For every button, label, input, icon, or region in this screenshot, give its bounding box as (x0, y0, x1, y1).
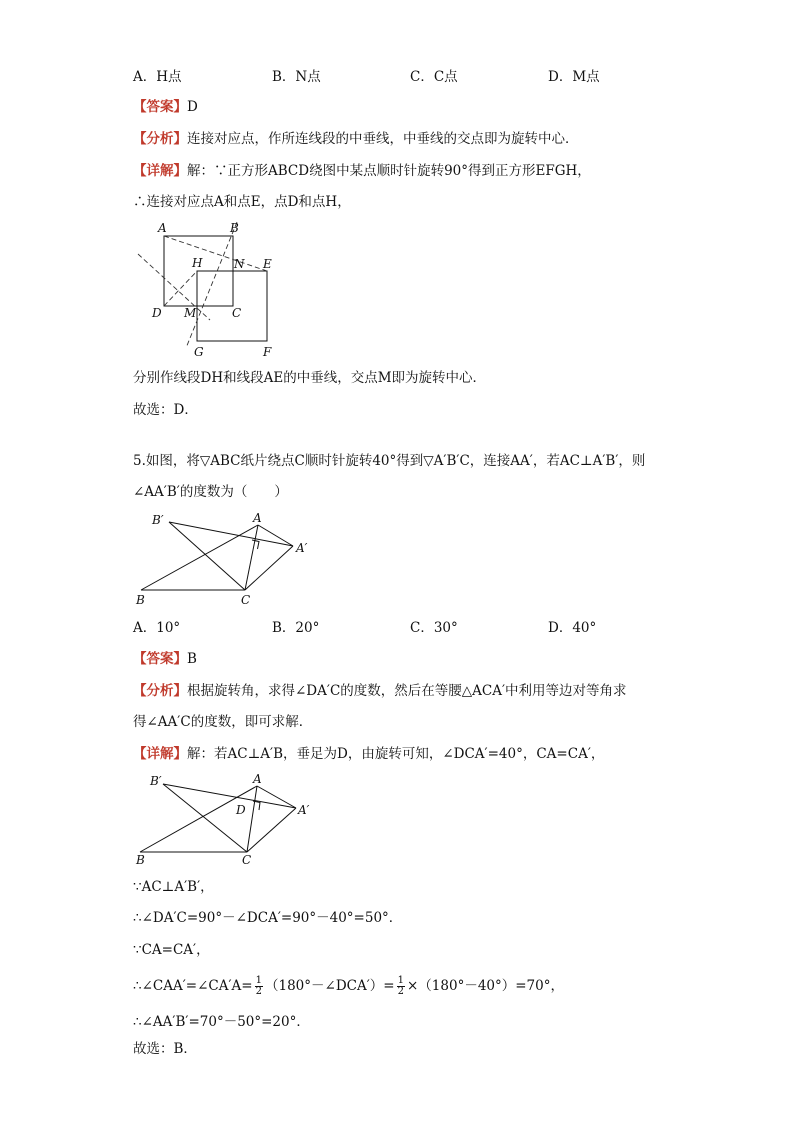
label-a: A (253, 772, 262, 786)
analysis-text: 根据旋转角，求得∠DA′C的度数，然后在等腰△ACA′中利用等边对等角求 (187, 683, 627, 699)
label-a-prime: A′ (296, 541, 308, 555)
side-b1a1 (169, 522, 293, 546)
side-b1c (163, 784, 247, 852)
q5-option-b: B．20° (272, 620, 320, 636)
q4-line2: ∴连接对应点A和点E，点D和点H， (133, 194, 351, 210)
detail-text: 解：若AC⊥A′B，垂足为D，由旋转可知，∠DCA′=40°，CA=CA′， (187, 746, 605, 762)
option-b: B．N点 (272, 69, 321, 85)
q5-option-d: D．40° (548, 620, 597, 636)
label-b-prime: B′ (152, 513, 164, 527)
option-a: A．H点 (133, 69, 182, 85)
label-c: C (232, 306, 242, 320)
q5-analysis-l2: 得∠AA′C的度数，即可求解． (133, 714, 313, 730)
answer-value: D (187, 99, 198, 115)
step4-part-c: ×（180°－40°）=70°， (406, 978, 564, 994)
q5-step2: ∴∠DA′C=90°－∠DCA′=90°－40°=50°． (133, 910, 403, 926)
detail-tag: 【详解】 (133, 163, 187, 179)
q5-choose: 故选：B． (133, 1041, 197, 1057)
fraction-numerator: 1 (397, 975, 404, 986)
q5-figure (130, 508, 320, 608)
fraction-numerator: 1 (255, 975, 262, 986)
analysis-tag: 【分析】 (133, 683, 187, 699)
label-d: D (152, 306, 162, 320)
q4-line3: 分别作线段DH和线段AE的中垂线，交点M即为旋转中心． (133, 370, 487, 386)
label-m: M (184, 306, 197, 320)
q5-step4 (133, 976, 564, 997)
q5-step3: ∵CA=CA′， (133, 942, 210, 958)
q5-analysis-l1 (133, 682, 627, 700)
answer-tag: 【答案】 (133, 99, 187, 115)
analysis-text: 连接对应点，作所连线段的中垂线，中垂线的交点即为旋转中心． (187, 131, 579, 147)
label-b: B (230, 221, 239, 235)
side-b1c (169, 522, 245, 590)
fraction-half-2 (397, 976, 405, 997)
bisector-ae (186, 222, 237, 348)
label-a: A (253, 511, 262, 525)
q5-step5: ∴∠AA′B′=70°－50°=20°． (133, 1014, 310, 1030)
answer-value: B (187, 651, 197, 667)
label-n: N (234, 257, 245, 271)
label-f: F (263, 345, 272, 359)
analysis-tag: 【分析】 (133, 131, 187, 147)
option-d: D．M点 (548, 69, 600, 85)
q4-figure (130, 220, 290, 360)
label-c: C (241, 593, 251, 607)
label-e: E (263, 257, 272, 271)
label-a-prime: A′ (298, 803, 310, 817)
q5-option-c: C．30° (410, 620, 458, 636)
q5-stem-line1: 5.如图，将▽ABC纸片绕点C顺时针旋转40°得到▽A′B′C，连接AA′，若AC⊥A′B′，则 (133, 453, 646, 469)
segment-ae (164, 236, 267, 271)
q5-step1: ∵AC⊥A′B′， (133, 879, 214, 895)
label-b: B (136, 593, 145, 607)
step4-part-a: ∴∠CAA′=∠CA′A= (133, 978, 253, 994)
side-ba (141, 525, 258, 590)
fraction-denominator: 2 (255, 986, 262, 997)
segment-dh (164, 271, 197, 306)
q5-stem-line2: ∠AA′B′的度数为（ ） (133, 484, 288, 500)
label-g: G (194, 345, 204, 359)
label-b-prime: B′ (150, 774, 162, 788)
fraction-denominator: 2 (397, 986, 404, 997)
label-c: C (242, 853, 252, 867)
q4-detail (133, 162, 591, 180)
side-ba (140, 786, 257, 852)
option-c: C．C点 (410, 69, 458, 85)
q4-choose: 故选：D． (133, 402, 198, 418)
detail-tag: 【详解】 (133, 746, 187, 762)
detail-text: 解：∵正方形ABCD绕图中某点顺时针旋转90°得到正方形EFGH， (187, 163, 591, 179)
q5-option-a: A．10° (133, 620, 181, 636)
q4-answer (133, 98, 198, 116)
q5-answer (133, 650, 197, 668)
side-a1c (247, 808, 296, 852)
fraction-half (255, 976, 263, 997)
label-a: A (158, 221, 167, 235)
q5-detail (133, 745, 604, 763)
side-ac (247, 786, 257, 852)
side-b1a1 (163, 784, 296, 808)
label-b: B (136, 853, 145, 867)
label-d: D (236, 803, 246, 817)
answer-tag: 【答案】 (133, 651, 187, 667)
step4-part-b: （180°－∠DCA′）= (265, 978, 395, 994)
q4-analysis (133, 130, 579, 148)
label-h: H (192, 256, 203, 270)
q5-detail-figure (130, 768, 320, 868)
